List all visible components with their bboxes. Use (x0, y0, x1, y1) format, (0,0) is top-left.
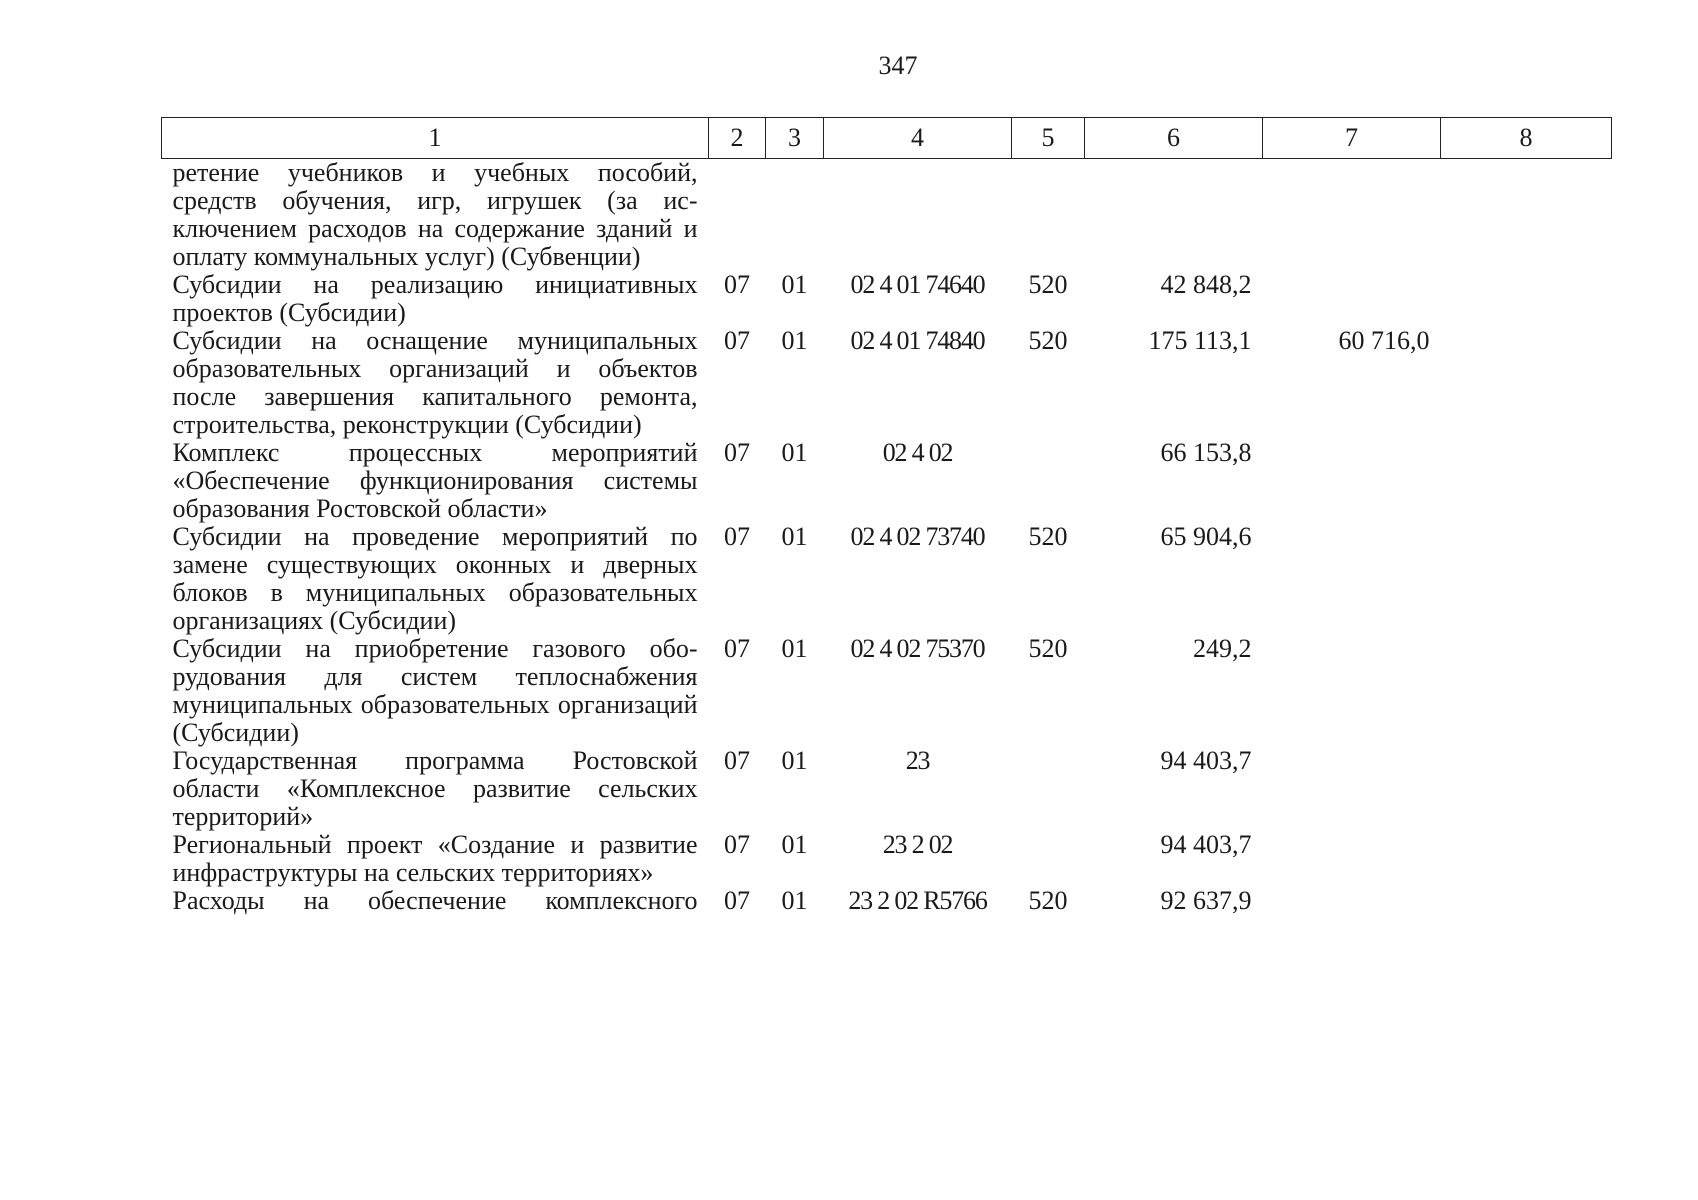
row-section: 07 (724, 522, 750, 551)
row-expense-type (1012, 831, 1085, 887)
row-subsection: 01 (781, 830, 808, 859)
row-amount-8 (1441, 439, 1612, 523)
row-name: Расходы на обеспечение комплексного (172, 886, 698, 915)
row-amount-8 (1441, 523, 1612, 635)
row-amount-7 (1263, 747, 1441, 831)
row-amount-6: 42 848,2 (1160, 270, 1252, 299)
row-subsection: 01 (781, 634, 808, 663)
page-number: 347 (878, 51, 918, 80)
row-name: ретение учебников и учебных пособий, средств обучения, игр, игрушек (за исключением расходов на содержание зданий и оплату коммунальных услуг) (Субвенции) (172, 158, 698, 271)
row-expense-type: 520 (1028, 522, 1068, 551)
row-target-code: 02 4 02 75370 (850, 634, 985, 663)
table-row (162, 747, 1612, 831)
header-col-1: 1 (162, 118, 709, 159)
row-name: Субсидии на реализацию инициативных проектов (Субсидии) (172, 270, 698, 327)
row-section: 07 (724, 830, 750, 859)
row-target-code: 02 4 02 (882, 438, 953, 467)
row-amount-8 (1441, 747, 1612, 831)
header-row (162, 118, 1612, 159)
row-name: Субсидии на проведение мероприятий по замене существующих оконных и дверных блоков в муниципальных образовательных организациях (Субсидии) (172, 522, 698, 635)
header-col-3: 3 (766, 118, 824, 159)
table-row (162, 439, 1612, 523)
row-amount-7 (1263, 635, 1441, 747)
row-amount-7 (1263, 523, 1441, 635)
row-amount-7 (1263, 887, 1441, 915)
row-section: 07 (724, 886, 750, 915)
row-section: 07 (724, 326, 750, 355)
row-target-code: 02 4 02 73740 (850, 522, 985, 551)
row-name: Региональный проект «Создание и развитие инфраструктуры на сельских территориях» (172, 830, 698, 887)
row-subsection: 01 (781, 886, 808, 915)
row-target-code: 23 (905, 746, 930, 775)
row-amount-8 (1441, 159, 1612, 272)
row-section: 07 (724, 634, 750, 663)
row-expense-type: 520 (1028, 886, 1068, 915)
row-amount-8 (1441, 887, 1612, 915)
header-col-7: 7 (1263, 118, 1441, 159)
row-expense-type: 520 (1028, 270, 1068, 299)
table-row (162, 831, 1612, 887)
row-amount-6 (1085, 159, 1263, 272)
row-subsection: 01 (781, 746, 808, 775)
row-target-code: 23 2 02 R5766 (848, 886, 987, 915)
row-amount-7 (1263, 271, 1441, 327)
row-subsection: 01 (781, 326, 808, 355)
row-amount-8 (1441, 635, 1612, 747)
row-amount-6: 92 637,9 (1160, 886, 1252, 915)
row-subsection: 01 (781, 438, 808, 467)
table-row (162, 887, 1612, 915)
row-amount-6: 65 904,6 (1160, 522, 1252, 551)
table-header (162, 118, 1612, 159)
row-name: Государственная программа Ростовской области «Комплексное развитие сельских территорий» (172, 746, 698, 831)
row-amount-7 (1263, 439, 1441, 523)
row-name: Субсидии на приобретение газового оборудования для систем теплоснабжения муниципальных образовательных организаций (Субсидии) (172, 634, 698, 747)
row-amount-7 (1263, 831, 1441, 887)
row-amount-6: 94 403,7 (1160, 830, 1252, 859)
row-amount-8 (1441, 831, 1612, 887)
row-amount-6: 66 153,8 (1160, 438, 1252, 467)
row-target-code: 02 4 01 74840 (850, 326, 985, 355)
row-amount-6: 94 403,7 (1160, 746, 1252, 775)
row-expense-type (1012, 747, 1085, 831)
row-target-code: 23 2 02 (882, 830, 953, 859)
row-name: Комплекс процессных мероприятий «Обеспечение функционирования системы образования Ростовской области» (172, 438, 698, 523)
table-row (162, 523, 1612, 635)
row-amount-8 (1441, 271, 1612, 327)
row-amount-8 (1441, 327, 1612, 439)
row-expense-type (1012, 439, 1085, 523)
row-subsection: 01 (781, 270, 808, 299)
row-name: Субсидии на оснащение муниципальных образовательных организаций и объектов после завершения капитального ремонта, строительства, реконструкции (Субсидии) (172, 326, 698, 439)
header-col-6: 6 (1085, 118, 1263, 159)
row-amount-6: 175 113,1 (1148, 326, 1252, 355)
table-row (162, 271, 1612, 327)
row-amount-7 (1263, 159, 1441, 272)
row-subsection (766, 159, 824, 272)
table-row (162, 635, 1612, 747)
row-section: 07 (724, 438, 750, 467)
header-col-2: 2 (709, 118, 766, 159)
row-section (709, 159, 766, 272)
row-section: 07 (724, 270, 750, 299)
table-row (162, 327, 1612, 439)
header-col-8: 8 (1441, 118, 1612, 159)
row-section: 07 (724, 746, 750, 775)
header-col-5: 5 (1012, 118, 1085, 159)
table-row (162, 159, 1612, 272)
row-target-code: 02 4 01 74640 (850, 270, 985, 299)
row-expense-type (1012, 159, 1085, 272)
row-amount-7: 60 716,0 (1338, 326, 1430, 355)
budget-table (161, 117, 1612, 915)
table-body (162, 159, 1612, 916)
row-subsection: 01 (781, 522, 808, 551)
row-amount-6: 249,2 (1193, 634, 1252, 663)
row-expense-type: 520 (1028, 634, 1068, 663)
header-col-4: 4 (824, 118, 1012, 159)
row-target-code (824, 159, 1012, 272)
row-expense-type: 520 (1028, 326, 1068, 355)
